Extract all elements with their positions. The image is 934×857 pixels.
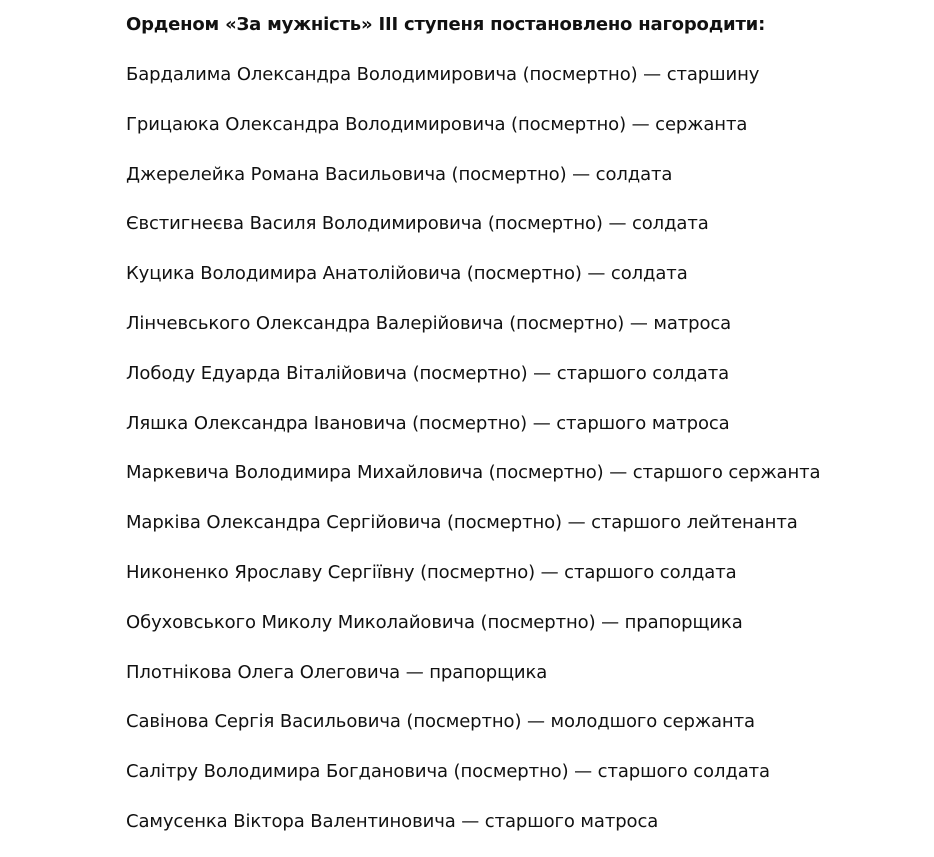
- list-item: Грицаюка Олександра Володимировича (посмертно) — сержанта: [126, 113, 748, 135]
- list-item: Самусенка Віктора Валентиновича — старшого матроса: [126, 810, 659, 832]
- document-heading: Орденом «За мужність» III ступеня постановлено нагородити:: [126, 14, 766, 35]
- list-item: Никоненко Ярославу Сергіївну (посмертно) — старшого солдата: [126, 561, 737, 583]
- list-item: Савінова Сергія Васильовича (посмертно) — молодшого сержанта: [126, 711, 755, 733]
- list-item: Лободу Едуарда Віталійовича (посмертно) — старшого солдата: [126, 362, 730, 384]
- list-item: Обуховського Миколу Миколайовича (посмертно) — прапорщика: [126, 611, 743, 633]
- list-item: Маркевича Володимира Михайловича (посмертно) — старшого сержанта: [126, 462, 821, 484]
- list-item: Плотнікова Олега Олеговича — прапорщика: [126, 661, 548, 683]
- list-item: Бардалима Олександра Володимировича (посмертно) — старшину: [126, 64, 760, 85]
- list-item: Джерелейка Романа Васильовича (посмертно) — солдата: [126, 163, 673, 185]
- awardee-list: [126, 60, 926, 837]
- list-item: Салітру Володимира Богдановича (посмертно) — старшого солдата: [126, 761, 770, 783]
- list-item: Лінчевського Олександра Валерійовича (посмертно) — матроса: [126, 312, 732, 334]
- list-item: Марківа Олександра Сергійовича (посмертно) — старшого лейтенанта: [126, 512, 798, 534]
- document-body: [126, 10, 926, 857]
- list-item: Євстигнеєва Василя Володимировича (посмертно) — солдата: [126, 213, 709, 235]
- list-item: Ляшка Олександра Івановича (посмертно) — старшого матроса: [126, 412, 730, 434]
- list-item: Куцика Володимира Анатолійовича (посмертно) — солдата: [126, 263, 688, 285]
